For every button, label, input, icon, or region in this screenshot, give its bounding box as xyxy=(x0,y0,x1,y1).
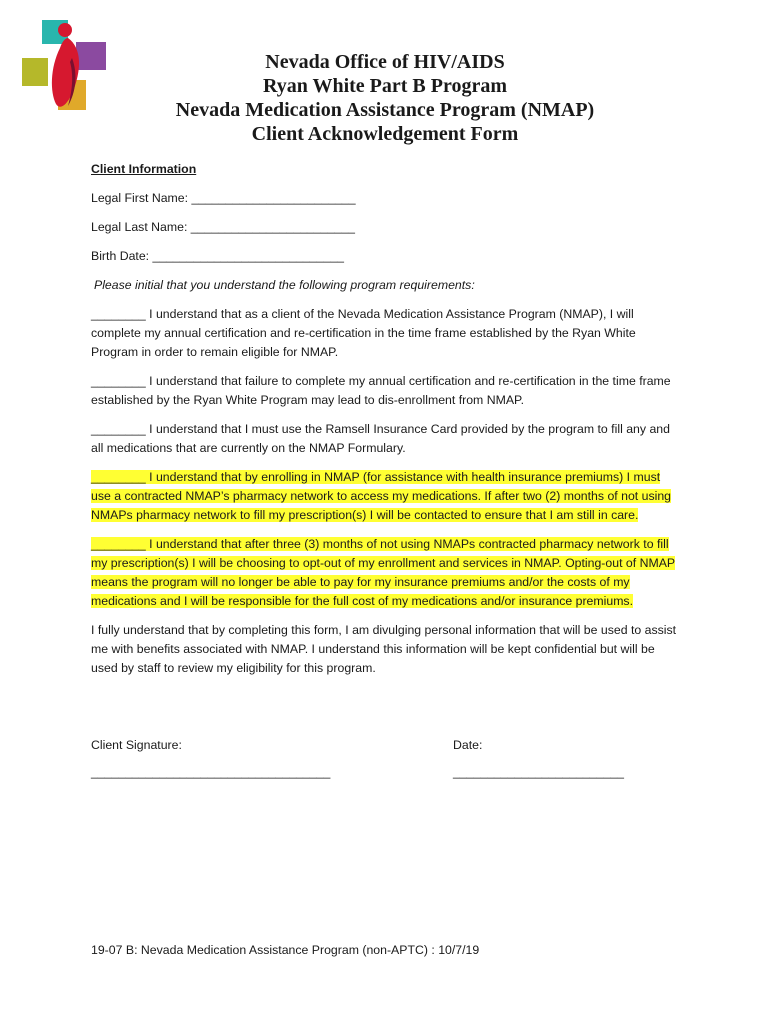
last-name-field[interactable]: Legal Last Name: ________________________ xyxy=(91,220,355,234)
title-line-3: Nevada Medication Assistance Program (NMAP) xyxy=(175,99,595,121)
signature-label: Client Signature: xyxy=(91,738,182,752)
requirement-4-text: ________ I understand that by enrolling in NMAP (for assistance with health insurance premiums) I must use a contracted NMAP’s pharmacy network to access my medications. If after two (2) months of not using NMAPs pharmacy network to fill my prescription(s) I will be contacted to ensure that I am still in care. xyxy=(91,470,672,522)
requirement-1-text: ________ I understand that as a client of the Nevada Medication Assistance Program (NMAP), I will complete my annual certification and re-certification in the time frame established by the Ryan White Program in order to remain eligible for NMAP. xyxy=(91,307,636,359)
requirement-2[interactable] xyxy=(91,372,683,410)
requirement-3[interactable] xyxy=(91,420,683,458)
requirement-4[interactable] xyxy=(91,468,683,525)
requirement-2-text: ________ I understand that failure to complete my annual certification and re-certification in the time frame established by the Ryan White Program may lead to dis-enrollment from NMAP. xyxy=(91,374,671,407)
title-line-1: Nevada Office of HIV/AIDS xyxy=(265,51,505,73)
title-line-4: Client Acknowledgement Form xyxy=(251,123,519,145)
ryan-white-logo xyxy=(20,18,110,114)
first-name-field[interactable]: Legal First Name: ________________________ xyxy=(91,191,356,205)
requirement-5[interactable] xyxy=(91,535,683,611)
client-info-heading: Client Information xyxy=(91,162,197,176)
birth-date-field[interactable]: Birth Date: ____________________________ xyxy=(91,249,344,263)
form-title xyxy=(130,50,640,146)
closing-statement: I fully understand that by completing this form, I am divulging personal information that will be used to assist me with benefits associated with NMAP. I understand this information will be kept confidential but will be used by staff to review my eligibility for this program. xyxy=(91,623,677,675)
date-label: Date: xyxy=(453,738,483,752)
form-body xyxy=(91,160,683,688)
signature-line[interactable]: ___________________________________ xyxy=(91,765,331,779)
instructions-text: Please initial that you understand the following program requirements: xyxy=(94,278,475,292)
requirement-3-text: ________ I understand that I must use the Ramsell Insurance Card provided by the program to fill any and all medications that are currently on the NMAP Formulary. xyxy=(91,422,670,455)
date-line[interactable]: _________________________ xyxy=(453,765,624,779)
requirement-1[interactable] xyxy=(91,305,683,362)
page-footer: 19-07 B: Nevada Medication Assistance Program (non-APTC) : 10/7/19 xyxy=(91,943,480,957)
title-line-2: Ryan White Part B Program xyxy=(262,75,508,97)
requirement-5-text: ________ I understand that after three (3) months of not using NMAPs contracted pharmacy network to fill my prescription(s) I will be choosing to opt-out of my enrollment and services in NMAP. Opting-out of NMAP means the program will no longer be able to pay for my insurance premiums and/or the costs of my medications and I will be responsible for the full cost of my medications and/or insurance premiums. xyxy=(91,537,676,608)
